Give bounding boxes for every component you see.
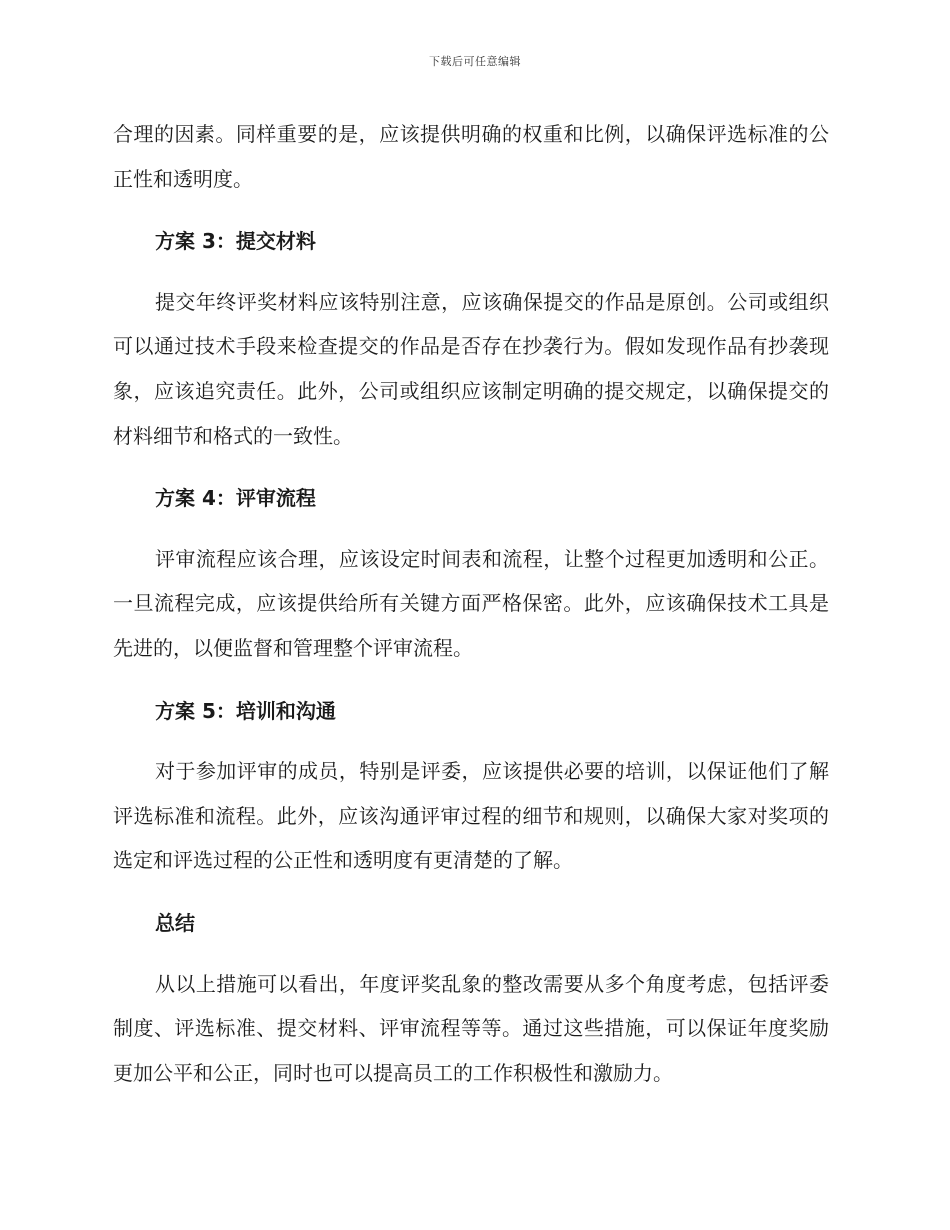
summary-heading: 总结 (155, 910, 195, 935)
section-4-heading: 方案 4：评审流程 (155, 486, 316, 511)
section-5-paragraph: 对于参加评审的成员，特别是评委，应该提供必要的培训，以保证他们了解评选标准和流程。此外，应该沟通评审过程的细节和规则，以确保大家对奖项的选定和评选过程的公正性和透明度有更清楚的了解。 (113, 759, 829, 873)
section-3-heading: 方案 3：提交材料 (155, 229, 316, 254)
summary-paragraph: 从以上措施可以看出，年度评奖乱象的整改需要从多个角度考虑，包括评委制度、评选标准、提交材料、评审流程等等。通过这些措施，可以保证年度奖励更加公平和公正，同时也可以提高员工的工作积极性和激励力。 (113, 971, 829, 1085)
intro-paragraph: 合理的因素。同样重要的是，应该提供明确的权重和比例，以确保评选标准的公正性和透明度。 (113, 122, 829, 191)
document-body (113, 112, 829, 1095)
header-note: 下载后可任意编辑 (429, 55, 521, 68)
section-5-heading: 方案 5：培训和沟通 (155, 698, 336, 723)
section-4-paragraph: 评审流程应该合理，应该设定时间表和流程，让整个过程更加透明和公正。一旦流程完成，应该提供给所有关键方面严格保密。此外，应该确保技术工具是先进的，以便监督和管理整个评审流程。 (113, 546, 829, 660)
section-3-paragraph: 提交年终评奖材料应该特别注意，应该确保提交的作品是原创。公司或组织可以通过技术手段来检查提交的作品是否存在抄袭行为。假如发现作品有抄袭现象，应该追究责任。此外，公司或组织应该制定明确的提交规定，以确保提交的材料细节和格式的一致性。 (113, 289, 829, 448)
